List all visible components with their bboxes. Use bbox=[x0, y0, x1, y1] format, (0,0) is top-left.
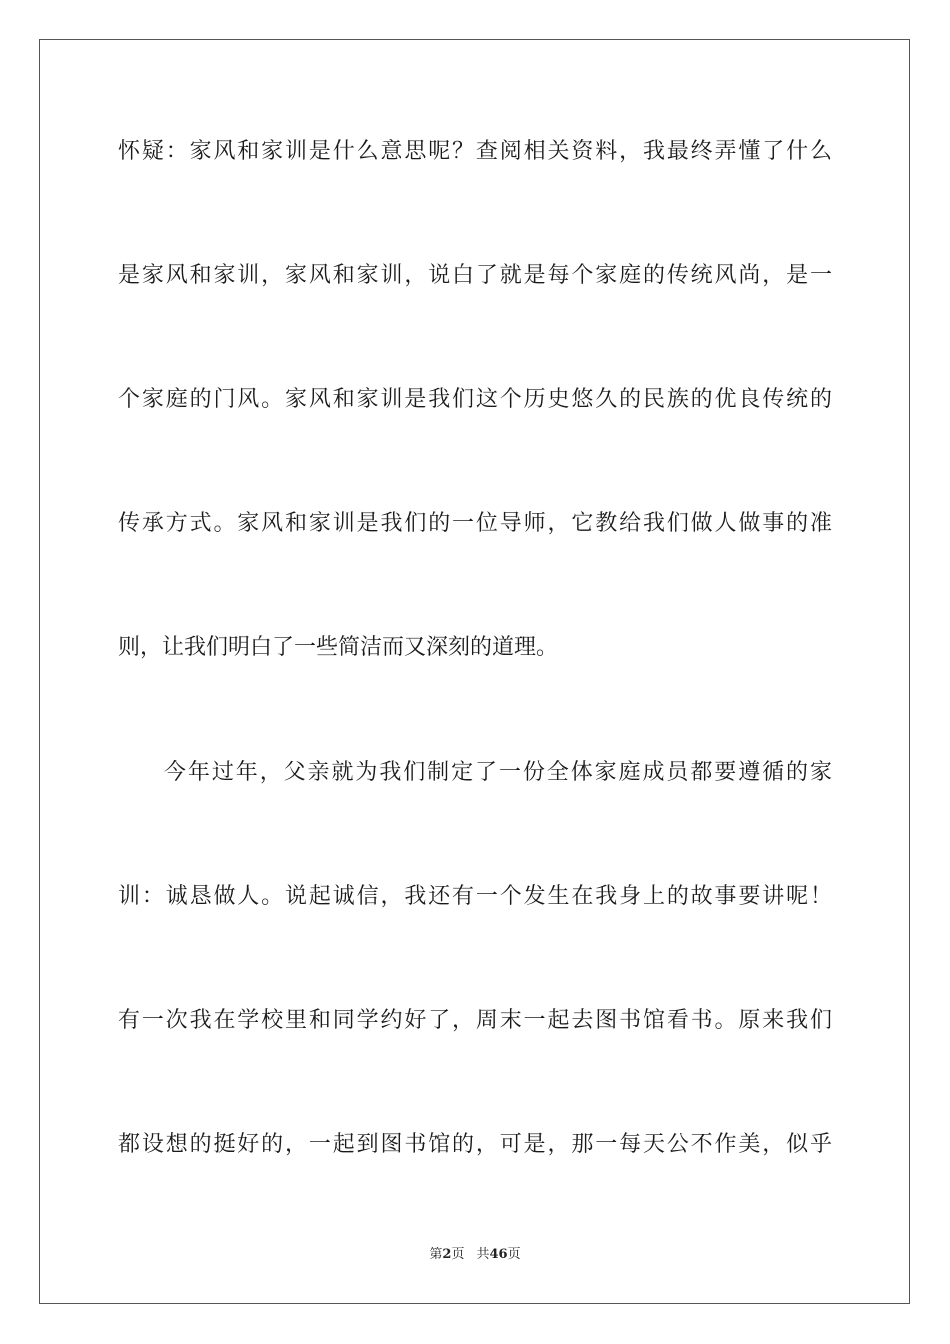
total-pages: 46 bbox=[489, 1247, 508, 1262]
total-prefix: 共 bbox=[476, 1247, 490, 1262]
body-line-8: 有一次我在学校里和同学约好了，周末一起去图书馆看书。原来我们 bbox=[118, 1008, 832, 1033]
body-line-9: 都设想的挺好的，一起到图书馆的，可是，那一每天公不作美，似乎 bbox=[118, 1132, 832, 1157]
body-line-2: 是家风和家训，家风和家训，说白了就是每个家庭的传统风尚，是一 bbox=[118, 263, 832, 288]
page-number: 2 bbox=[442, 1247, 452, 1262]
body-line-3: 个家庭的门风。家风和家训是我们这个历史悠久的民族的优良传统的 bbox=[118, 387, 832, 412]
body-line-6: 今年过年，父亲就为我们制定了一份全体家庭成员都要遵循的家 bbox=[164, 760, 832, 785]
body-line-7: 训：诚恳做人。说起诚信，我还有一个发生在我身上的故事要讲呢！ bbox=[118, 884, 832, 909]
body-line-5: 则，让我们明白了一些简洁而又深刻的道理。 bbox=[118, 635, 559, 660]
page-prefix: 第 bbox=[429, 1247, 443, 1262]
page-footer bbox=[0, 1247, 950, 1263]
body-line-1: 怀疑：家风和家训是什么意思呢？查阅相关资料，我最终弄懂了什么 bbox=[118, 139, 832, 164]
body-line-4: 传承方式。家风和家训是我们的一位导师，它教给我们做人做事的准 bbox=[118, 511, 832, 536]
page-border bbox=[39, 39, 910, 1304]
total-suffix: 页 bbox=[507, 1247, 521, 1262]
page-suffix: 页 bbox=[451, 1247, 465, 1262]
